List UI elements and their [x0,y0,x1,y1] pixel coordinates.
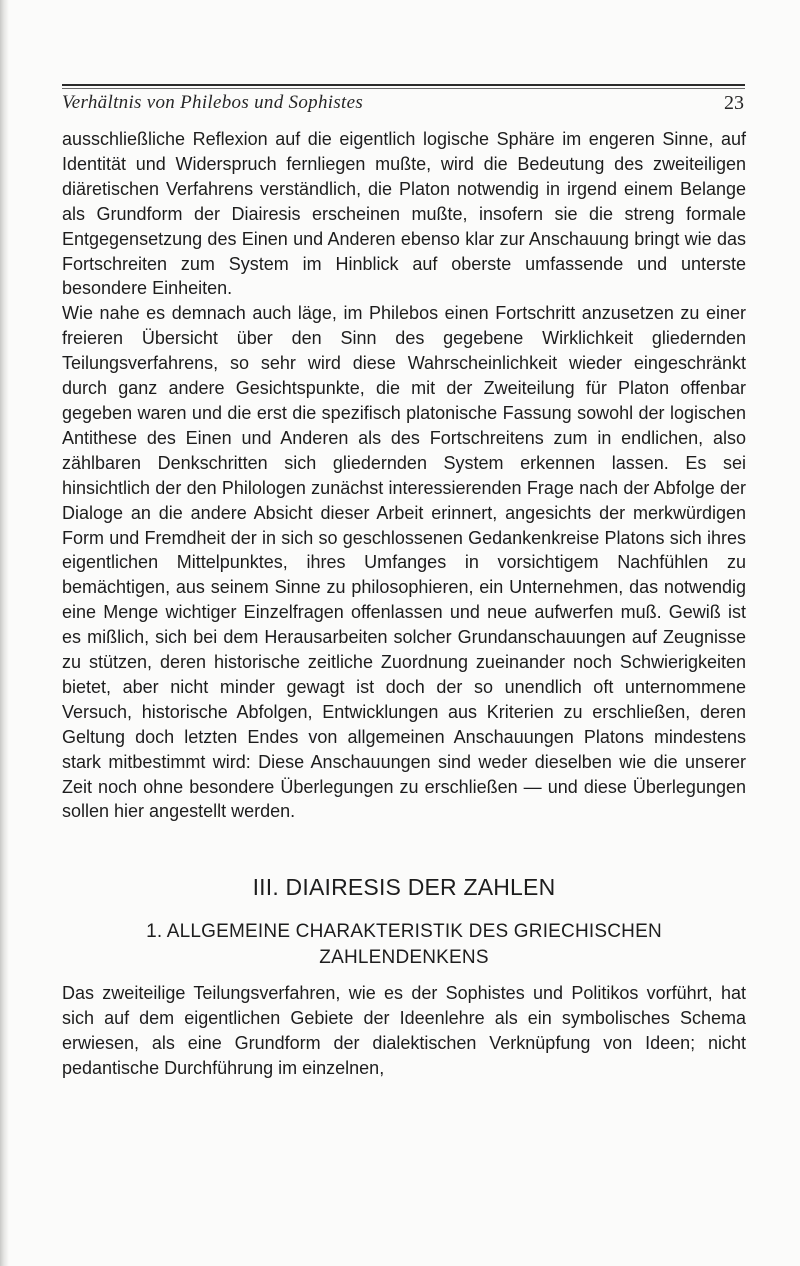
paragraph-2: Wie nahe es demnach auch läge, im Philebos einen Fortschritt anzusetzen zu einer freieren Übersicht über den Sinn des gegebene Wirklichkeit gliedernden Teilungsverfahrens, so sehr wird diese Wahrscheinlichkeit wieder eingeschränkt durch ganz andere Gesichtspunkte, die mit der Zweiteilung für Platon offenbar gegeben waren und die erst die spezifisch platonische Fassung sowohl der logischen Antithese des Einen und Anderen als des Fortschreitens zum in endlichen, also zählbaren Denkschritten sich gliedernden System erkennen lassen. Es sei hinsichtlich der den Philologen zunächst interessierenden Frage nach der Abfolge der Dialoge an die andere Absicht dieser Arbeit erinnert, angesichts der merkwürdigen Form und Fremdheit der in sich so geschlossenen Gedankenkreise Platons sich ihres eigentlichen Mittelpunktes, ihres Umfanges in vorsichtigem Nachfühlen zu bemächtigen, aus seinem Sinne zu philosophieren, ein Unternehmen, das notwendig eine Menge wichtiger Einzelfragen offenlassen und neue aufwerfen muß. Gewiß ist es mißlich, sich bei dem Herausarbeiten solcher Grundanschauungen auf Zeugnisse zu stützen, deren historische zeitliche Zuordnung zueinander noch Schwierigkeiten bietet, aber nicht minder gewagt ist doch der so unendlich oft unternommene Versuch, historische Abfolgen, Entwicklungen aus Kriterien zu erschließen, deren Geltung doch letzten Endes von allgemeinen Anschauungen Platons mindestens stark mitbestimmt wird: Diese Anschauungen sind weder dieselben wie die unserer Zeit noch ohne besondere Überlegungen zu erschließen — und diese Überlegungen sollen hier angestellt werden. [62,303,746,822]
section-paragraph: Das zweiteilige Teilungsverfahren, wie es der Sophistes und Politikos vorführt, hat sich auf dem eigentlichen Gebiete der Ideenlehre als ein symbolisches Schema erwiesen, als eine Grundform der dialektischen Verknüpfung von Ideen; nicht pedantische Durchführung im einzelnen, [62,983,746,1078]
paragraph-1: ausschließliche Reflexion auf die eigentlich logische Sphäre im engeren Sinne, auf Identität und Widerspruch fernliegen mußte, wird die Bedeutung des zweiteiligen diäretischen Verfahrens verständlich, die Platon notwendig in irgend einem Belange als Grundform der Diairesis erscheinen mußte, insofern sie die streng formale Entgegensetzung des Einen und Anderen ebenso klar zur Anschauung bringt wie das Fortschreiten zum System im Hinblick auf oberste umfassende und unterste besondere Einheiten. [62,129,746,299]
page-binding-shadow [0,0,9,1266]
section-subheading: 1. ALLGEMEINE CHARAKTERISTIK DES GRIECHISCHEN ZAHLENDENKENS [146,921,662,968]
header-rule [62,84,745,86]
section-heading: III. DIAIRESIS DER ZAHLEN [252,874,556,900]
section-body-text [62,981,746,1081]
running-head: Verhältnis von Philebos und Sophistes [62,92,364,113]
page-number: 23 [724,92,744,114]
body-text [62,127,746,824]
header-rule-thin [62,88,745,89]
